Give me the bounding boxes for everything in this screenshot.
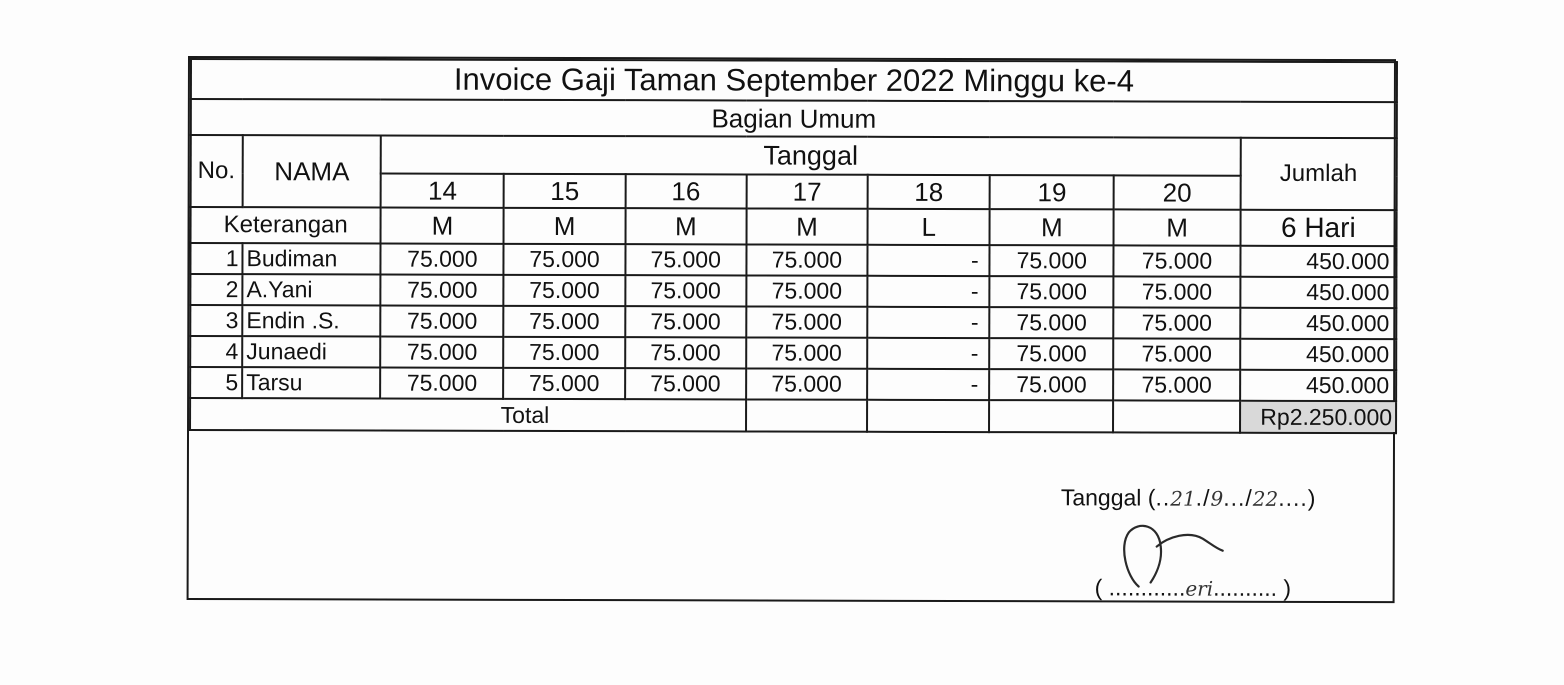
total-row (190, 398, 1396, 433)
row-total: 450.000 (1240, 339, 1396, 370)
day-header: 20 (1114, 175, 1240, 209)
wage-cell: 75.000 (625, 306, 746, 337)
wage-cell: 75.000 (504, 244, 625, 275)
wage-cell: 75.000 (381, 244, 504, 275)
wage-cell: 75.000 (381, 306, 504, 337)
signature-name: ( ............eri.......... ) (1094, 574, 1292, 601)
row-total: 450.000 (1240, 370, 1396, 401)
date-day: 21 (1170, 486, 1196, 511)
wage-cell: 75.000 (504, 368, 625, 399)
row-name: Tarsu (242, 367, 380, 398)
day-header: 16 (625, 174, 746, 208)
keterangan-cell: M (381, 208, 504, 244)
date-suffix: ) (1307, 484, 1316, 511)
wage-cell: 75.000 (746, 244, 867, 275)
table-row (190, 243, 1396, 277)
table-row (190, 274, 1396, 308)
table-row (190, 336, 1396, 370)
day-header: 19 (990, 175, 1114, 209)
total-empty-cell (867, 400, 989, 432)
keterangan-cell: M (1114, 209, 1240, 245)
row-number: 4 (190, 336, 242, 367)
wage-cell: 75.000 (380, 337, 503, 368)
keterangan-label: Keterangan (191, 207, 381, 243)
name-open: ( (1094, 574, 1103, 601)
wage-cell: 75.000 (380, 368, 503, 399)
wage-cell: - (867, 245, 989, 276)
date-prefix: Tanggal ( (1060, 484, 1156, 511)
row-number: 1 (190, 243, 242, 274)
invoice-sheet (187, 56, 1396, 603)
section-title: Bagian Umum (191, 99, 1397, 138)
wage-cell: - (867, 307, 989, 338)
wage-cell: 75.000 (625, 244, 746, 275)
day-header: 14 (381, 174, 504, 208)
row-total: 450.000 (1240, 308, 1396, 339)
wage-cell: 75.000 (1114, 369, 1240, 400)
wage-cell: 75.000 (1114, 276, 1240, 307)
total-empty-cell (746, 399, 867, 431)
wage-cell: 75.000 (746, 368, 867, 399)
day-header: 17 (746, 174, 867, 208)
wage-cell: - (867, 369, 989, 400)
day-header: 18 (868, 175, 990, 209)
keterangan-cell: M (625, 208, 746, 244)
keterangan-cell: L (868, 209, 990, 245)
keterangan-cell: M (990, 209, 1114, 245)
keterangan-total: 6 Hari (1240, 210, 1396, 246)
wage-cell: 75.000 (746, 275, 867, 306)
wage-cell: 75.000 (504, 337, 625, 368)
wage-cell: - (867, 276, 989, 307)
wage-cell: 75.000 (504, 275, 625, 306)
wage-cell: 75.000 (625, 275, 746, 306)
wage-cell: 75.000 (1114, 307, 1240, 338)
total-empty-cell (989, 400, 1113, 432)
wage-cell: 75.000 (989, 338, 1113, 369)
header-tanggal: Tanggal (381, 136, 1240, 176)
keterangan-row (191, 207, 1397, 246)
header-no: No. (191, 135, 243, 207)
total-label: Total (190, 398, 746, 431)
signature-date: Tanggal (..21./9.../22....) (1060, 484, 1316, 511)
invoice-table (189, 58, 1398, 434)
wage-cell: 75.000 (1114, 245, 1240, 276)
row-number: 3 (190, 305, 242, 336)
wage-cell: 75.000 (990, 245, 1114, 276)
wage-cell: - (867, 338, 989, 369)
row-name: Endin .S. (242, 305, 380, 336)
table-row (190, 367, 1396, 401)
table-row (190, 305, 1396, 339)
signature-area (189, 444, 1393, 601)
day-header: 15 (504, 174, 625, 208)
row-total: 450.000 (1240, 277, 1396, 308)
keterangan-cell: M (746, 208, 867, 244)
wage-cell: 75.000 (625, 368, 746, 399)
row-name: Junaedi (242, 336, 380, 367)
wage-cell: 75.000 (746, 306, 867, 337)
name-close: ) (1283, 574, 1292, 601)
header-nama: NAMA (243, 135, 381, 207)
wage-cell: 75.000 (989, 307, 1113, 338)
name-handwritten: eri (1185, 576, 1214, 601)
grand-total: Rp2.250.000 (1240, 401, 1396, 433)
row-number: 5 (190, 367, 242, 398)
wage-cell: 75.000 (1114, 338, 1240, 369)
row-total: 450.000 (1240, 246, 1396, 277)
wage-cell: 75.000 (381, 275, 504, 306)
row-number: 2 (190, 274, 242, 305)
wage-cell: 75.000 (746, 337, 867, 368)
row-name: Budiman (243, 243, 381, 274)
total-empty-cell (1113, 400, 1239, 432)
wage-cell: 75.000 (990, 276, 1114, 307)
keterangan-cell: M (504, 208, 625, 244)
row-name: A.Yani (242, 274, 380, 305)
wage-cell: 75.000 (625, 337, 746, 368)
wage-cell: 75.000 (504, 306, 625, 337)
header-jumlah: Jumlah (1240, 138, 1397, 210)
date-month: 9 (1210, 486, 1224, 511)
invoice-title: Invoice Gaji Taman September 2022 Minggu ke-4 (191, 59, 1397, 102)
date-year: 22 (1252, 486, 1279, 511)
wage-cell: 75.000 (989, 369, 1113, 400)
